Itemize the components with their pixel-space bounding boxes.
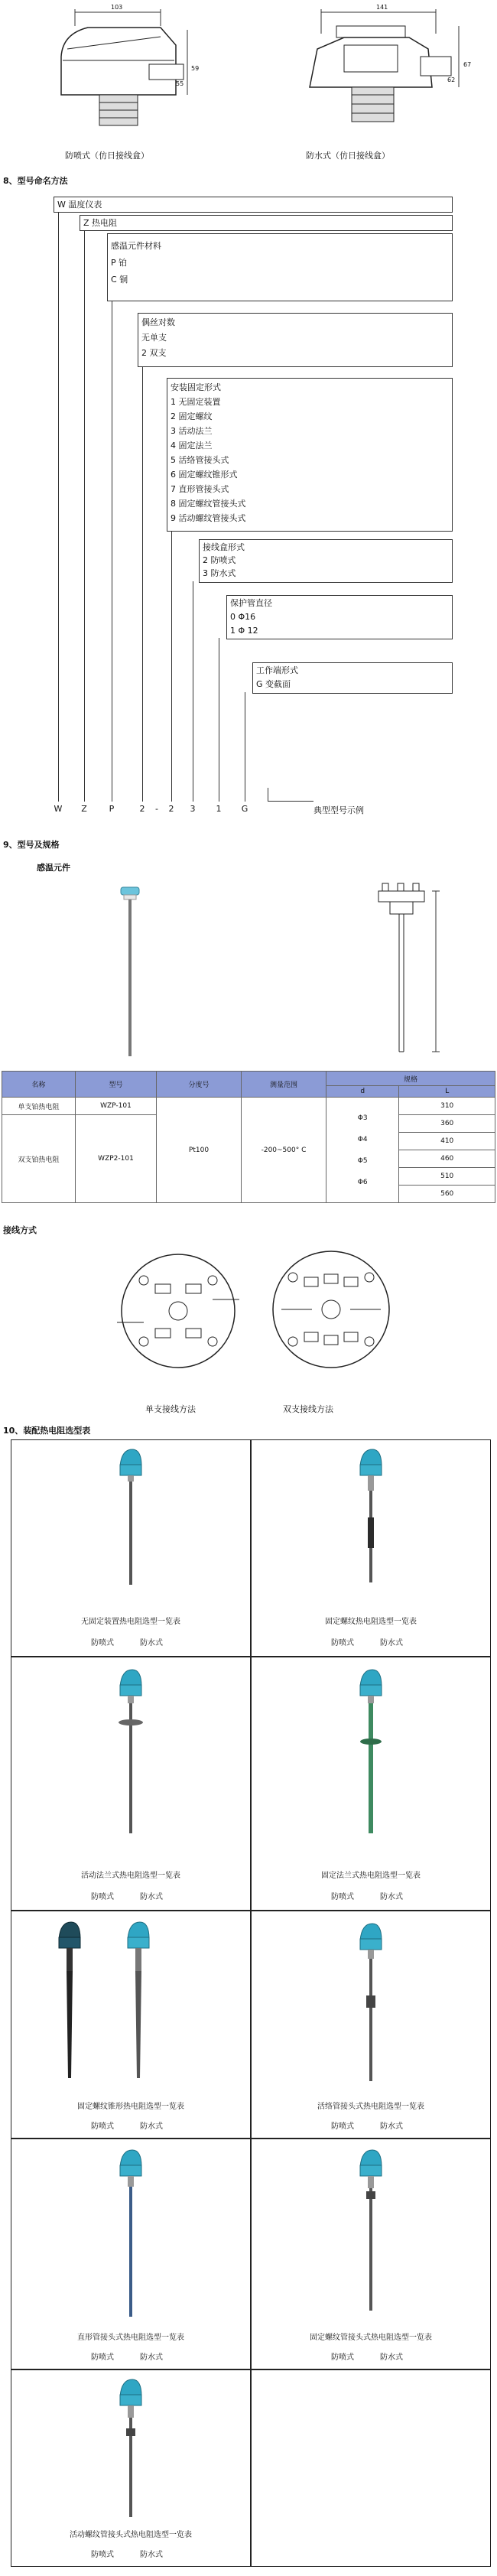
head-caption-right: 防水式（仿日接线盒） xyxy=(306,151,390,161)
example-label: 典型型号示例 xyxy=(313,805,364,815)
product-photo xyxy=(115,2375,146,2520)
dim-right-h1: 67 xyxy=(463,61,472,68)
product-photo xyxy=(115,2145,146,2321)
row-model-1: WZP-101 xyxy=(76,1098,157,1115)
code-dash: - xyxy=(155,804,158,814)
row-name-1: 单支铂热电阻 xyxy=(2,1098,76,1115)
wiring-double-caption: 双支接线方法 xyxy=(283,1404,333,1414)
gallery-cell-5: 固定螺纹锥形热电阻选型一览表 防喷式 防水式 xyxy=(11,1911,251,2139)
scheme-box-junction: 接线盒形式 2 防喷式 3 防水式 xyxy=(199,539,453,583)
l-410: 410 xyxy=(399,1133,495,1150)
product-photo xyxy=(115,1445,146,1590)
dim-right-width: 141 xyxy=(376,4,388,11)
section-9-subtitle: 感温元件 xyxy=(37,863,70,873)
th-range: 测量范围 xyxy=(242,1072,326,1098)
graduation-cell: Pt100 xyxy=(157,1098,242,1203)
l-510: 510 xyxy=(399,1168,495,1186)
code-z: Z xyxy=(81,804,87,814)
code-p: P xyxy=(109,804,115,814)
product-photo xyxy=(115,1665,146,1841)
wiring-double-diagram xyxy=(266,1247,396,1373)
wiring-single-diagram xyxy=(113,1250,243,1372)
code-2b: 2 xyxy=(168,804,174,814)
code-3: 3 xyxy=(190,804,196,814)
product-photo xyxy=(356,1919,386,2087)
th-l: L xyxy=(399,1086,495,1098)
dim-left-h2: 55 xyxy=(176,80,184,87)
scheme-box-w: W 温度仪表 xyxy=(54,197,453,213)
gallery-cell-7: 直形管接头式热电阻选型一览表 防喷式 防水式 xyxy=(11,2139,251,2369)
product-photo xyxy=(356,1665,386,1841)
sensor-photo xyxy=(115,880,145,1063)
wiring-title: 接线方式 xyxy=(3,1225,37,1235)
sensor-drawing xyxy=(367,876,451,1063)
gallery-cell-6: 活络管接头式热电阻选型一览表 防喷式 防水式 xyxy=(251,1911,491,2139)
code-w: W xyxy=(54,804,63,814)
code-1: 1 xyxy=(216,804,222,814)
scheme-box-mounting: 安装固定形式 1 无固定装置 2 固定螺纹 3 活动法兰 4 固定法兰 5 活络管接头式 6 固定螺纹锥形式 7 直形管接头式 8 固定螺纹管接头式 9 活动螺纹管接头式 xyxy=(167,378,453,532)
product-photo xyxy=(54,1917,177,2086)
product-photo xyxy=(356,2145,386,2321)
gallery-cell-3: 活动法兰式热电阻选型一览表 防喷式 防水式 xyxy=(11,1657,251,1911)
spec-table xyxy=(2,1071,495,1203)
row-name-2: 双支铂热电阻 xyxy=(2,1115,76,1203)
dim-right-h2: 62 xyxy=(447,76,456,83)
scheme-box-z: Z 热电阻 xyxy=(80,215,453,231)
wiring-single-caption: 单支接线方法 xyxy=(145,1404,196,1414)
th-name: 名称 xyxy=(2,1072,76,1098)
code-g: G xyxy=(241,804,248,814)
th-spec: 规格 xyxy=(326,1072,495,1086)
scheme-box-tube: 保护管直径 0 Φ16 1 Φ 12 xyxy=(226,595,453,639)
th-graduation: 分度号 xyxy=(157,1072,242,1098)
gallery-cell-9: 活动螺纹管接头式热电阻选型一览表 防喷式 防水式 xyxy=(11,2369,251,2567)
l-360: 360 xyxy=(399,1115,495,1133)
head-caption-left: 防喷式（仿日接线盒） xyxy=(65,151,149,161)
l-310: 310 xyxy=(399,1098,495,1115)
l-460: 460 xyxy=(399,1150,495,1168)
head-drawing-left xyxy=(46,3,199,137)
scheme-box-pairs: 偶丝对数 无单支 2 双支 xyxy=(138,313,453,367)
dim-left-width: 103 xyxy=(111,4,123,11)
code-2a: 2 xyxy=(139,804,145,814)
range-cell: -200~500° C xyxy=(242,1098,326,1203)
d-cell: Φ3 Φ4 Φ5 Φ6 xyxy=(326,1098,399,1203)
th-model: 型号 xyxy=(76,1072,157,1098)
dim-left-h1: 59 xyxy=(191,65,200,72)
section-8-title: 8、型号命名方法 xyxy=(3,176,68,186)
scheme-box-material: 感温元件材料 P 铂 C 铜 xyxy=(107,233,453,301)
gallery-cell-2: 固定螺纹热电阻选型一览表 防喷式 防水式 xyxy=(251,1439,491,1657)
scheme-box-end: 工作端形式 G 变截面 xyxy=(252,662,453,694)
th-d: d xyxy=(326,1086,399,1098)
l-560: 560 xyxy=(399,1186,495,1203)
section-9-title: 9、型号及规格 xyxy=(3,840,60,850)
row-model-2: WZP2-101 xyxy=(76,1115,157,1203)
head-drawing-right xyxy=(283,3,474,137)
gallery-cell-8: 固定螺纹管接头式热电阻选型一览表 防喷式 防水式 xyxy=(251,2139,491,2369)
product-photo xyxy=(356,1445,386,1590)
gallery-cell-empty xyxy=(251,2369,491,2567)
gallery-cell-1: 无固定装置热电阻选型一览表 防喷式 防水式 xyxy=(11,1439,251,1657)
gallery-cell-4: 固定法兰式热电阻选型一览表 防喷式 防水式 xyxy=(251,1657,491,1911)
section-10-title: 10、装配热电阻选型表 xyxy=(3,1426,91,1436)
